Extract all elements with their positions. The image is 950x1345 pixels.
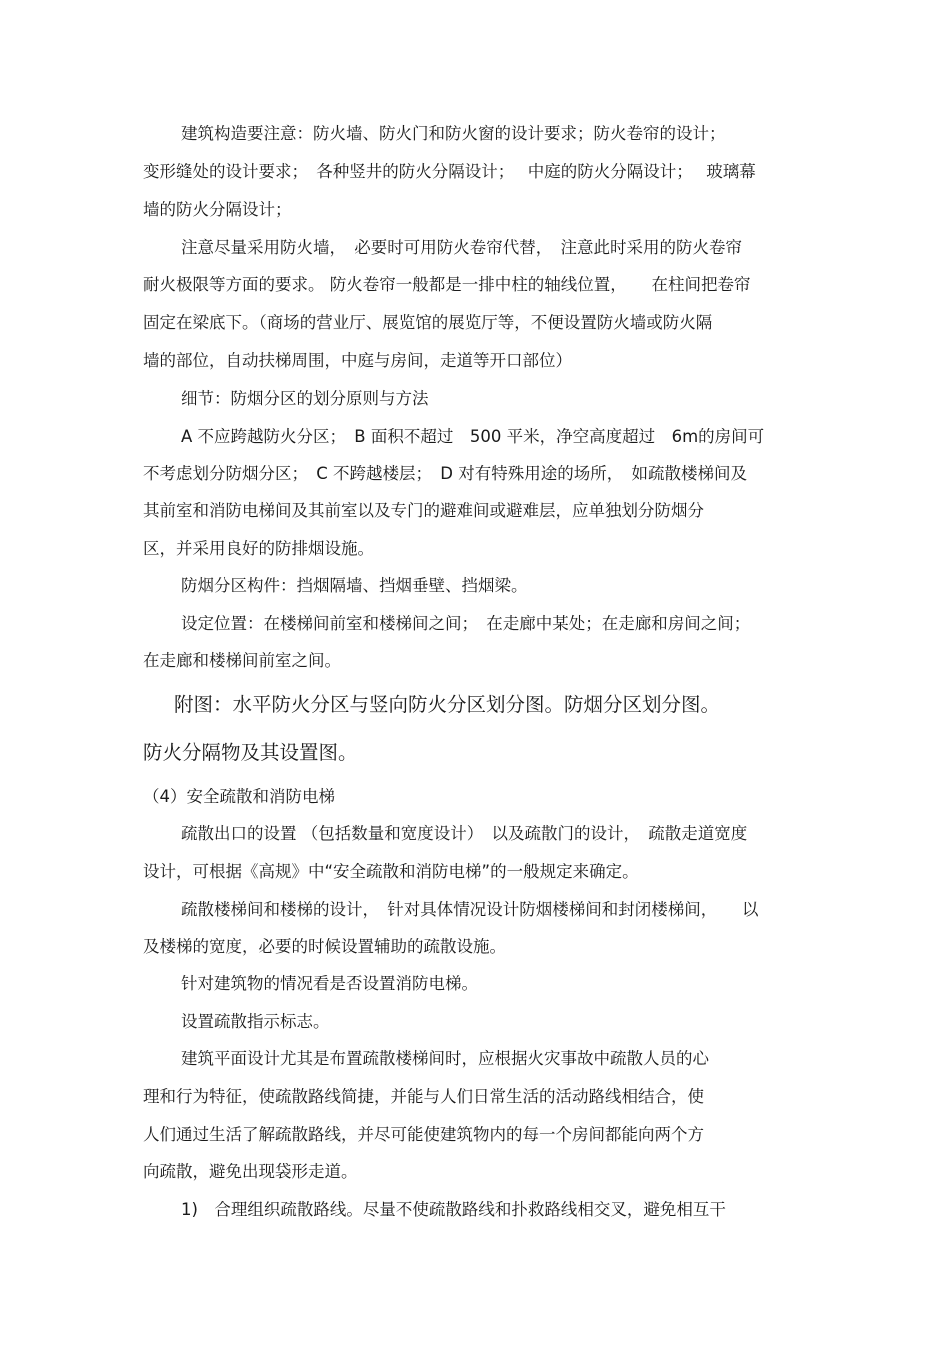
text-line-25: 建筑平面设计尤其是布置疏散楼梯间时，应根据火灾事故中疏散人员的心 (181, 1049, 709, 1068)
text-line-8: 细节：防烟分区的划分原则与方法 (181, 389, 429, 408)
text-line-9: A 不应跨越防火分区； B 面积不超过 500 平米，净空高度超过 6m的房间可 (181, 427, 765, 446)
text-line-11: 其前室和消防电梯间及其前室以及专门的避难间或避难层，应单独划分防烟分 (143, 501, 704, 520)
text-line-12: 区，并采用良好的防排烟设施。 (143, 539, 374, 558)
text-line-19: 疏散出口的设置 （包括数量和宽度设计） 以及疏散门的设计， 疏散走道宽度 (181, 824, 748, 843)
text-line-5: 耐火极限等方面的要求。 防火卷帘一般都是一排中柱的轴线位置， 在柱间把卷帘 (143, 275, 751, 294)
text-line-10: 不考虑划分防烟分区； C 不跨越楼层； D 对有特殊用途的场所， 如疏散楼梯间及 (143, 464, 747, 483)
text-line-14: 设定位置：在楼梯间前室和楼梯间之间； 在走廊中某处；在走廊和房间之间； (181, 614, 751, 633)
text-line-20: 设计，可根据《高规》中“安全疏散和消防电梯”的一般规定来确定。 (143, 862, 639, 881)
figure-caption-line-2: 防火分隔物及其设置图。 (143, 741, 358, 764)
text-line-21: 疏散楼梯间和楼梯的设计， 针对具体情况设计防烟楼梯间和封闭楼梯间， 以 (181, 900, 759, 919)
text-line-15: 在走廊和楼梯间前室之间。 (143, 651, 341, 670)
text-line-28: 向疏散，避免出现袋形走道。 (143, 1162, 358, 1181)
text-line-7: 墙的部位，自动扶梯周围，中庭与房间，走道等开口部位） (143, 351, 572, 370)
text-line-1: 建筑构造要注意：防火墙、防火门和防火窗的设计要求；防火卷帘的设计； (181, 124, 726, 143)
text-line-27: 人们通过生活了解疏散路线，并尽可能使建筑物内的每一个房间都能向两个方 (143, 1125, 704, 1144)
text-line-23: 针对建筑物的情况看是否设置消防电梯。 (181, 974, 478, 993)
text-line-24: 设置疏散指示标志。 (181, 1012, 330, 1031)
text-line-6: 固定在梁底下。（商场的营业厅、展览馆的展览厅等，不便设置防火墙或防火隔 (143, 313, 713, 332)
numbered-item-1: 1) 合理组织疏散路线。尽量不使疏散路线和扑救路线相交叉，避免相互干 (181, 1200, 726, 1219)
text-line-13: 防烟分区构件：挡烟隔墙、挡烟垂壁、挡烟梁。 (181, 576, 528, 595)
text-line-2: 变形缝处的设计要求； 各种竖井的防火分隔设计； 中庭的防火分隔设计； 玻璃幕 (143, 162, 756, 181)
section-heading: （4）安全疏散和消防电梯 (143, 787, 335, 806)
text-line-4: 注意尽量采用防火墙， 必要时可用防火卷帘代替， 注意此时采用的防火卷帘 (181, 238, 742, 257)
text-line-26: 理和行为特征，使疏散路线简捷，并能与人们日常生活的活动路线相结合，使 (143, 1087, 704, 1106)
text-line-3: 墙的防火分隔设计； (143, 200, 292, 219)
figure-caption-line-1: 附图：水平防火分区与竖向防火分区划分图。防烟分区划分图。 (174, 693, 721, 716)
text-line-22: 及楼梯的宽度，必要的时候设置辅助的疏散设施。 (143, 937, 506, 956)
